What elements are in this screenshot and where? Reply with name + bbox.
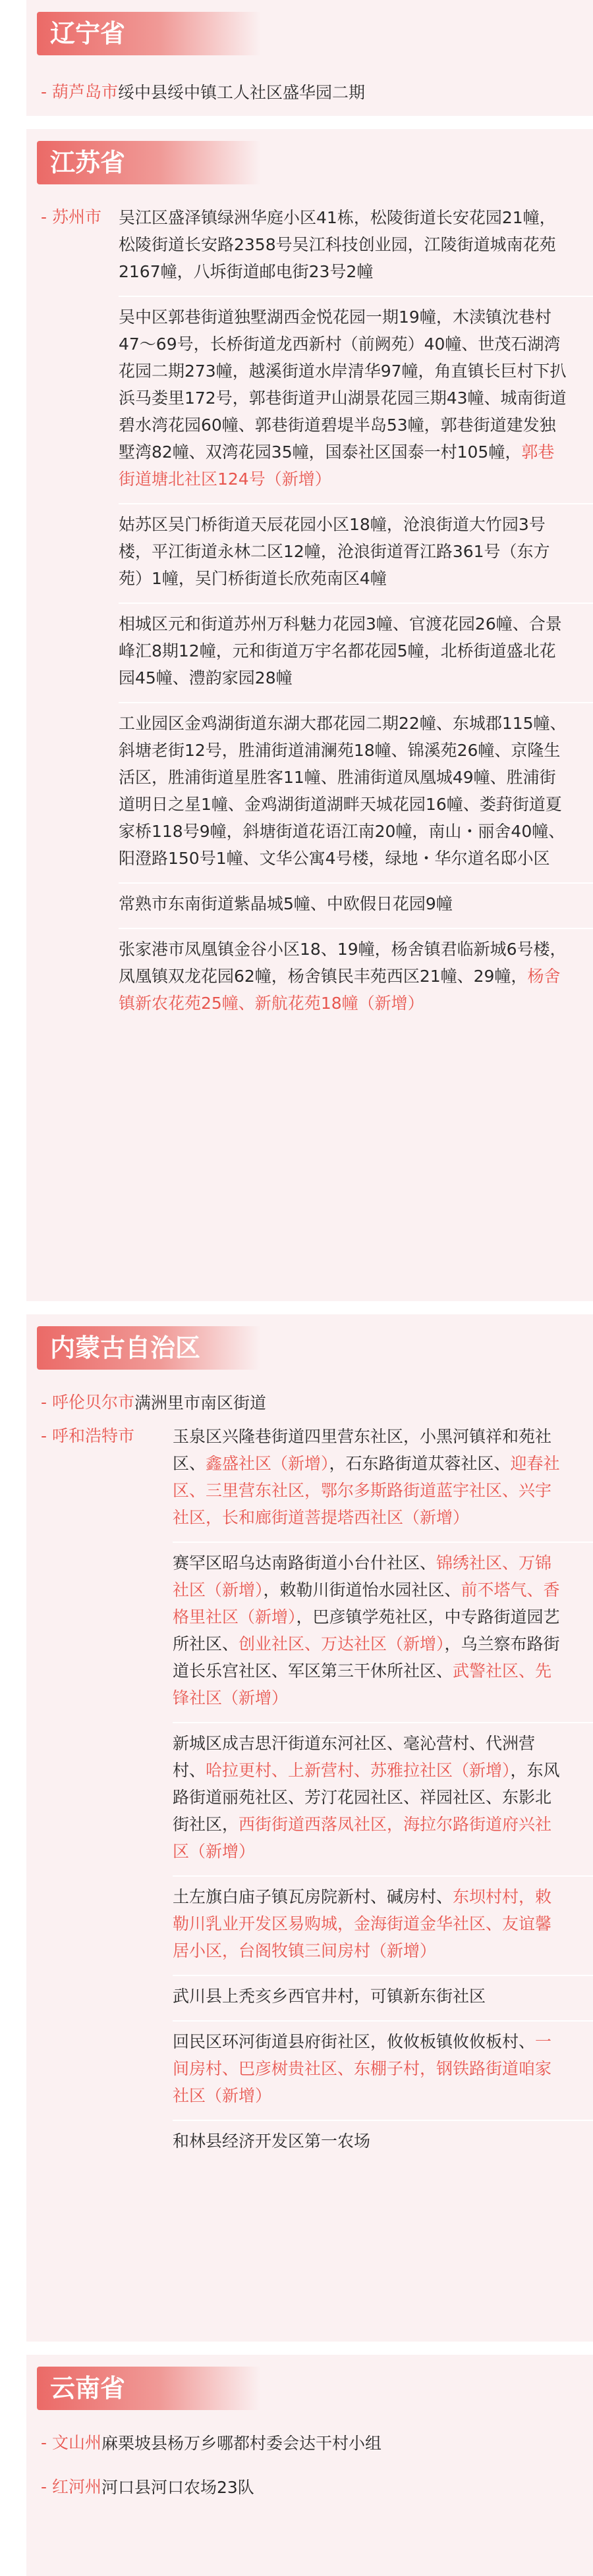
section-title-yunnan: 云南省: [37, 2367, 261, 2410]
address-text: 武川县上秃亥乡西官井村，可镇新东街社区: [173, 1987, 486, 2006]
address-text: ，巴彦镇学苑社区，中专路街道园艺所社区、: [173, 1607, 560, 1653]
section-title-neimenggu: 内蒙古自治区: [37, 1326, 261, 1370]
entry-divider: [119, 603, 593, 604]
entry-divider: [173, 1975, 593, 1976]
entry-divider: [119, 702, 593, 703]
section-yunnan: [26, 2355, 593, 2576]
city-row: [26, 2474, 593, 2505]
address-entry: [101, 2430, 593, 2461]
address-text: 和林县经济开发区第一农场: [173, 2132, 371, 2151]
city-row: [26, 204, 593, 1021]
new-addition-text: 鑫盛社区（新增）: [206, 1454, 329, 1473]
city-row: [26, 1423, 593, 2159]
address-text: ，东风路街道丽苑社区、芳汀花园社区、祥园社区、东影北街社区，: [173, 1761, 560, 1834]
address-text: 赛罕区昭乌达南路街道小台什社区、: [173, 1553, 437, 1572]
address-text: ，乌兰察布路街道长乐宫社区、军区第三干休所社区、: [173, 1634, 560, 1680]
address-text: 绥中县绥中镇工人社区盛华园二期: [117, 83, 365, 102]
city-row: [26, 2430, 593, 2461]
new-addition-text: 杨舍镇新农花苑25幢、新航花苑18幢（新增）: [119, 967, 561, 1013]
address-entry: [118, 79, 593, 110]
entry-divider: [119, 296, 593, 297]
address-entry: [173, 1423, 593, 1535]
city-row: [26, 79, 593, 110]
address-text: 满洲里市南区街道: [134, 1393, 266, 1412]
address-entry: [119, 936, 593, 1021]
new-addition-text: 迎春社区、三里营东社区，鄂尔多斯路街道蓝宇社区、兴宇社区，长和廊街道菩提塔西社区（新增）: [173, 1454, 560, 1527]
address-text: 回民区环河街道县府街社区，攸攸板镇攸攸板村、: [173, 2032, 536, 2051]
address-entry: [134, 1389, 593, 1420]
city-name: - 文山州: [26, 2430, 101, 2456]
address-text: 吴江区盛泽镇绿洲华庭小区41栋，松陵街道长安花园21幢，松陵街道长安路2358号吴江科技创业园，江陵街道城南花苑2167幢，八坼街道邮电街23号2幢: [119, 208, 556, 281]
entry-divider: [119, 882, 593, 884]
address-entry: [119, 204, 593, 289]
new-addition-text: 前不塔气、香格里社区（新增）: [173, 1580, 560, 1626]
city-name: - 呼伦贝尔市: [26, 1389, 134, 1416]
address-text: 新城区成吉思汗街道东河社区、毫沁营村、代洲营村、: [173, 1734, 536, 1780]
address-entry: [119, 710, 593, 876]
address-text: 姑苏区吴门桥街道天辰花园小区18幢，沧浪街道大竹园3号楼，平江街道永林二区12幢，沧浪街道胥江路361号（东方苑）1幢，吴门桥街道长欣苑南区4幢: [119, 515, 550, 588]
address-entry: [119, 890, 593, 921]
entry-divider: [173, 1722, 593, 1723]
new-addition-text: 哈拉更村、上新营村、苏雅拉社区（新增）: [206, 1761, 511, 1780]
section-jiangsu: [26, 129, 593, 1301]
address-entry: [173, 1730, 593, 1869]
address-entry: [173, 1983, 593, 2014]
new-addition-text: 锦绣社区、万锦社区（新增）: [173, 1553, 552, 1599]
address-entry: [173, 1549, 593, 1715]
new-addition-text: 武警社区、先锋社区（新增）: [173, 1661, 552, 1707]
address-entry: [119, 511, 593, 596]
new-addition-text: 东坝村村，敕勒川乳业开发区易购城，金海街道金华社区、友谊馨居小区，台阁牧镇三间房村（新增）: [173, 1887, 552, 1960]
new-addition-text: 郭巷街道塘北社区124号（新增）: [119, 443, 555, 489]
city-entries: [173, 1423, 593, 2159]
address-text: 吴中区郭巷街道独墅湖西金悦花园一期19幢，木渎镇沈巷村47～69号，长桥街道龙西新村（前阙苑）40幢、世茂石湖湾花园二期273幢，越溪街道水岸清华97幢，角直镇长巨村下扒浜马娄里172号，郭巷街道尹山湖景花园三期43幢、城南街道碧水湾花园60幢、郭巷街道碧堤半岛53幢，郭巷街道建发独墅湾82幢、双湾花园35幢，国泰社区国泰一村105幢，: [119, 308, 567, 462]
city-entries: [134, 1389, 593, 1420]
city-entries: [119, 204, 593, 1021]
section-title-liaoning: 辽宁省: [37, 12, 261, 55]
entry-divider: [173, 1542, 593, 1543]
address-text: 工业园区金鸡湖街道东湖大郡花园二期22幢、东城郡115幢、斜塘老街12号，胜浦街道浦澜苑18幢、锦溪苑26幢、京隆生活区，胜浦街道星胜客11幢、胜浦街道凤凰城49幢、胜浦街道明日之星1幢、金鸡湖街道湖畔天城花园16幢、娄葑街道夏家桥118号9幢，斜塘街道花语江南20幢，南山・丽舍40幢、阳澄路150号1幢、文华公寓4号楼，绿地・华尔道名邸小区: [119, 714, 567, 868]
city-name: - 红河州: [26, 2474, 101, 2500]
city-name: - 葫芦岛市: [26, 79, 118, 105]
city-entries: [118, 79, 593, 110]
address-entry: [101, 2474, 593, 2505]
address-entry: [119, 610, 593, 695]
section-title-jiangsu: 江苏省: [37, 141, 261, 184]
address-text: 常熟市东南街道紫晶城5幢、中欧假日花园9幢: [119, 894, 453, 913]
city-name: - 苏州市: [26, 204, 119, 230]
address-text: 玉泉区兴隆巷街道四里营东社区，小黑河镇祥和苑社区、: [173, 1427, 552, 1473]
address-text: ，敕勒川街道怡水园社区、: [263, 1580, 461, 1599]
new-addition-text: 一间房村、巴彦树贵社区、东棚子村，钢铁路街道咱家社区（新增）: [173, 2032, 552, 2105]
city-name: - 呼和浩特市: [26, 1423, 173, 1449]
entry-divider: [119, 928, 593, 929]
entry-divider: [173, 2120, 593, 2121]
entry-divider: [173, 1875, 593, 1877]
new-addition-text: 创业社区、万达社区（新增）: [239, 1634, 445, 1653]
city-row: [26, 1389, 593, 1420]
address-entry: [173, 1883, 593, 1968]
new-addition-text: 西街街道西落凤社区，海拉尔路街道府兴社区（新增）: [173, 1815, 552, 1861]
address-text: 河口县河口农场23队: [101, 2478, 254, 2497]
address-text: 张家港市凤凰镇金谷小区18、19幢，杨舍镇君临新城6号楼，凤凰镇双龙花园62幢，杨舍镇民丰苑西区21幢、29幢，: [119, 940, 567, 986]
section-liaoning: [26, 0, 593, 116]
address-text: 麻栗坡县杨万乡哪都村委会达干村小组: [101, 2434, 381, 2453]
address-entry: [173, 2128, 593, 2159]
address-text: ，石东路街道苁蓉社区、: [329, 1454, 511, 1473]
entry-divider: [173, 2020, 593, 2022]
address-entry: [173, 2028, 593, 2113]
address-text: 相城区元和街道苏州万科魅力花园3幢、官渡花园26幢、合景峰汇8期12幢，元和街道万宇名都花园5幢，北桥街道盛北花园45幢、澧韵家园28幢: [119, 614, 562, 687]
city-entries: [101, 2474, 593, 2505]
section-neimenggu: [26, 1314, 593, 2342]
city-entries: [101, 2430, 593, 2461]
entry-divider: [119, 503, 593, 504]
address-text: 土左旗白庙子镇瓦房院新村、碱房村、: [173, 1887, 453, 1906]
address-entry: [119, 304, 593, 496]
